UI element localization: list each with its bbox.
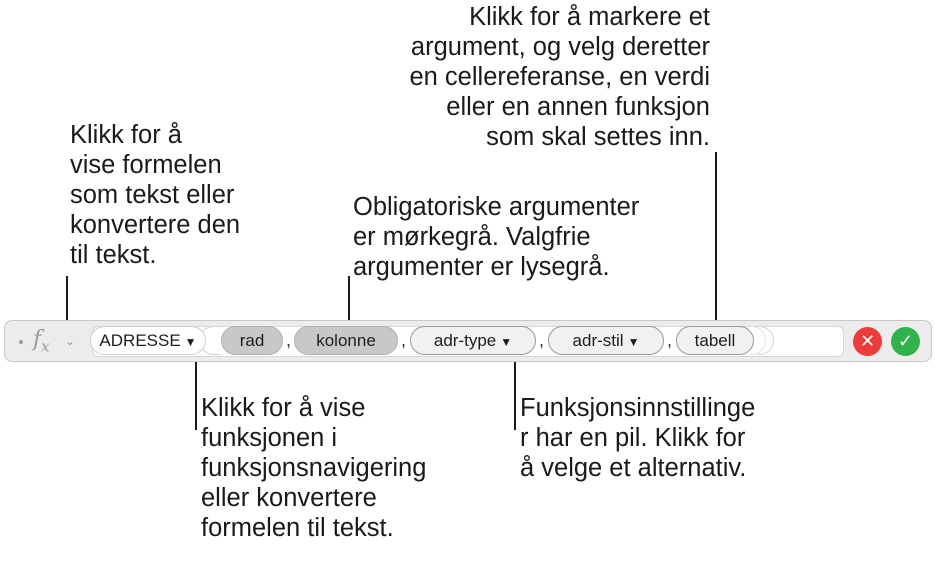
argument-token-adr-type[interactable]: adr-type ▼ xyxy=(410,326,536,355)
argument-token-rad[interactable]: rad xyxy=(221,326,283,355)
dropdown-arrow-icon: ▼ xyxy=(627,335,640,349)
callout-function-options: Funksjonsinnstillinge r har en pil. Klikk for å velge et alternativ. xyxy=(520,394,756,482)
argument-separator: , xyxy=(539,330,545,350)
close-icon: ✕ xyxy=(859,331,876,351)
argument-token-kolonne[interactable]: kolonne xyxy=(294,326,398,355)
argument-separator: , xyxy=(401,330,407,350)
dropdown-arrow-icon: ▼ xyxy=(500,335,513,349)
leader-line-function-options xyxy=(514,352,516,430)
checkmark-icon: ✓ xyxy=(897,331,914,351)
dropdown-arrow-icon: ▼ xyxy=(184,335,197,349)
argument-separator: , xyxy=(286,330,292,350)
argument-separator: , xyxy=(667,330,673,350)
argument-token-tabell[interactable]: tabell xyxy=(676,326,754,355)
callout-select-argument: Klikk for å markere et argument, og velg deretter en cellereferanse, en verdi eller en annen funksjon som skal settes inn. xyxy=(409,3,710,151)
chevron-down-icon[interactable]: ⌄ xyxy=(65,334,76,348)
leader-line-function-browser xyxy=(195,352,197,430)
argument-token-adr-stil[interactable]: adr-stil ▼ xyxy=(548,326,664,355)
cancel-button[interactable] xyxy=(853,327,882,356)
leader-line-select-argument xyxy=(715,152,717,328)
callout-argument-colors: Obligatoriske argumenter er mørkegrå. Valgfrie argumenter er lysegrå. xyxy=(353,193,640,281)
function-token-adresse[interactable]: ADRESSE ▼ xyxy=(90,326,206,355)
callout-function-browser: Klikk for å vise funksjonen i funksjonsnavigering eller konvertere formelen til tekst. xyxy=(201,394,427,542)
drag-handle-icon[interactable] xyxy=(19,340,23,344)
accept-button[interactable] xyxy=(891,327,920,356)
callout-view-formula: Klikk for å vise formelen som tekst eller konvertere den til tekst. xyxy=(70,121,241,269)
fx-icon[interactable]: $f_x$ xyxy=(33,327,50,356)
